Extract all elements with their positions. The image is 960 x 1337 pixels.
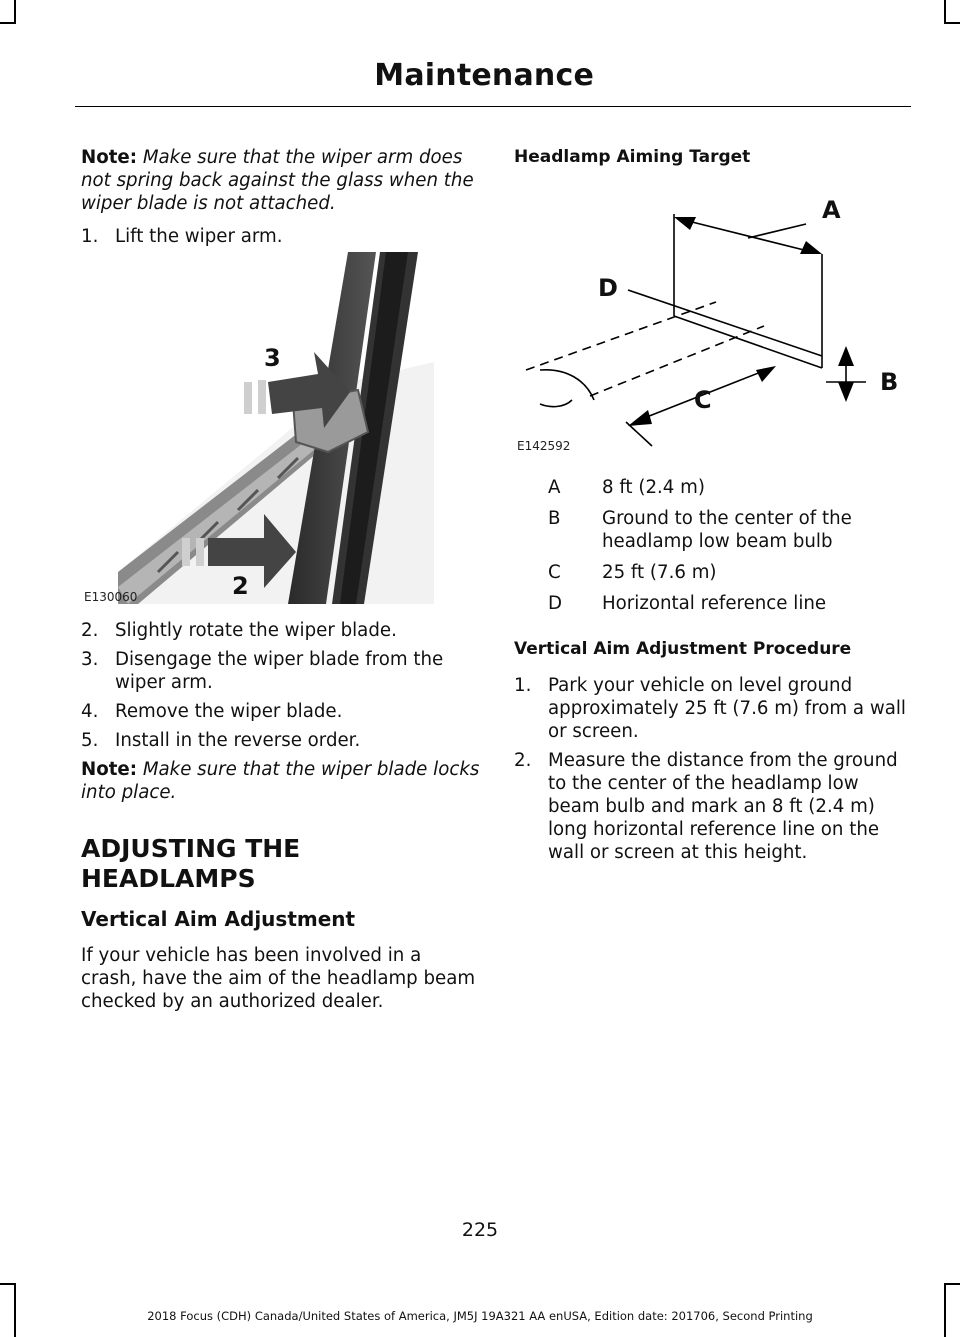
legend-value: 8 ft (2.4 m) xyxy=(602,477,705,498)
note xyxy=(81,146,481,215)
note-text: Make sure that the wiper blade locks into place. xyxy=(81,759,480,803)
step-text: Remove the wiper blade. xyxy=(115,701,343,722)
step-number: 2. xyxy=(514,750,532,771)
step-text: Disengage the wiper blade from the wiper arm. xyxy=(115,649,444,693)
label-d: D xyxy=(598,274,618,302)
crop-mark xyxy=(0,1283,16,1285)
crop-mark xyxy=(944,0,946,24)
step-number: 2. xyxy=(81,620,99,641)
step-text: Measure the distance from the ground to the center of the headlamp low beam bulb and mark an 8 ft (2.4 m) long horizontal reference line on the wall or screen at this height. xyxy=(548,750,898,863)
legend-key: C xyxy=(548,562,561,583)
figure-legend xyxy=(548,476,908,623)
crop-mark xyxy=(944,1283,960,1285)
callout-2: 2 xyxy=(232,572,249,600)
note-label: Note: xyxy=(81,759,138,780)
figure-heading: Headlamp Aiming Target xyxy=(514,147,751,167)
legend-row xyxy=(548,561,908,584)
note-text: Make sure that the wiper arm does not spring back against the glass when the wiper blade is not attached. xyxy=(81,147,474,214)
procedure-heading: Vertical Aim Adjustment Procedure xyxy=(514,639,852,659)
crop-mark xyxy=(14,0,16,24)
step-text: Park your vehicle on level ground approximately 25 ft (7.6 m) from a wall or screen. xyxy=(548,675,906,742)
figure-code: E130060 xyxy=(84,590,138,604)
note xyxy=(81,758,481,804)
callout-3: 3 xyxy=(264,344,281,372)
legend-key: B xyxy=(548,508,561,529)
sub-heading: Vertical Aim Adjustment xyxy=(81,907,356,931)
legend-value: Ground to the center of the headlamp low beam bulb xyxy=(602,508,852,552)
body-text: If your vehicle has been involved in a crash, have the aim of the headlamp beam checked by an authorized dealer. xyxy=(81,945,476,1012)
left-column-lower xyxy=(81,619,481,1013)
label-c: C xyxy=(694,386,712,414)
step-number: 5. xyxy=(81,730,99,751)
legend-value: Horizontal reference line xyxy=(602,593,827,614)
wiper-figure xyxy=(118,252,434,604)
legend-row xyxy=(548,476,908,499)
list-item xyxy=(81,619,481,642)
list-item xyxy=(514,749,912,864)
right-column-lower xyxy=(514,638,912,864)
legend-value: 25 ft (7.6 m) xyxy=(602,562,717,583)
step-text: Lift the wiper arm. xyxy=(115,226,283,247)
headlamp-aiming-figure xyxy=(516,190,906,455)
left-column xyxy=(81,146,481,248)
figure-code: E142592 xyxy=(517,439,571,453)
step-text: Install in the reverse order. xyxy=(115,730,361,751)
page-number: 225 xyxy=(461,1219,499,1241)
legend-row xyxy=(548,507,908,553)
legend-row xyxy=(548,592,908,615)
page-title: Maintenance xyxy=(374,58,594,93)
header-divider xyxy=(75,106,911,107)
list-item xyxy=(81,648,481,694)
crop-mark xyxy=(944,22,960,24)
label-b: B xyxy=(880,368,899,396)
list-item xyxy=(81,729,481,752)
step-number: 1. xyxy=(81,226,99,247)
step-number: 1. xyxy=(514,675,532,696)
note-label: Note: xyxy=(81,147,138,168)
legend-key: A xyxy=(548,477,561,498)
legend-key: D xyxy=(548,593,563,614)
step-text: Slightly rotate the wiper blade. xyxy=(115,620,397,641)
footer-text: 2018 Focus (CDH) Canada/United States of America, JM5J 19A321 AA enUSA, Edition date: 201706, Second Printing xyxy=(147,1309,813,1323)
section-heading: ADJUSTING THE HEADLAMPS xyxy=(81,834,301,893)
step-number: 3. xyxy=(81,649,99,670)
list-item xyxy=(514,674,912,743)
list-item xyxy=(81,225,481,248)
step-number: 4. xyxy=(81,701,99,722)
aiming-diagram xyxy=(516,190,906,455)
wiper-illustration xyxy=(118,252,434,604)
crop-mark xyxy=(0,22,16,24)
list-item xyxy=(81,700,481,723)
label-a: A xyxy=(822,196,841,224)
right-column xyxy=(514,146,914,168)
